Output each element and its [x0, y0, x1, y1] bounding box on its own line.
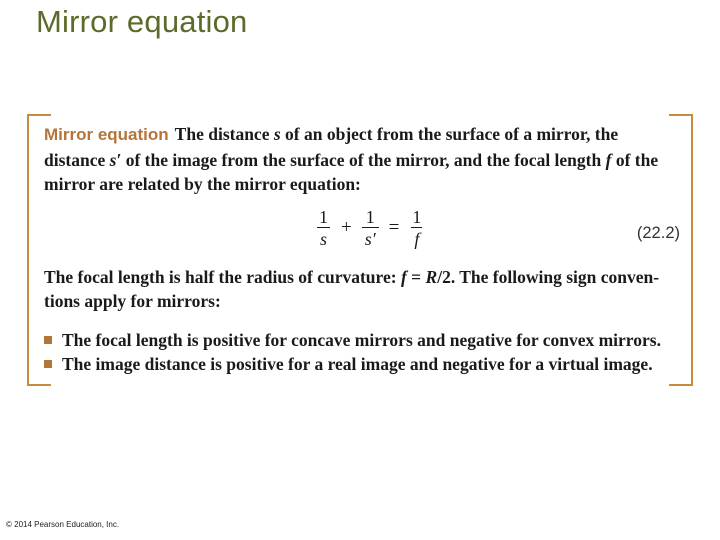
var-f: f	[400, 266, 407, 287]
var-s-prime: s′	[109, 149, 122, 170]
definition-box	[27, 114, 693, 384]
var-f: f	[605, 149, 612, 170]
list-item	[44, 352, 680, 377]
fraction-1-over-f	[409, 207, 424, 250]
text: of the image from the surface of the mirror, and the focal length	[121, 149, 606, 170]
denominator: s	[317, 227, 330, 250]
numerator: 1	[319, 206, 328, 227]
equals-sign: =	[388, 216, 400, 238]
box-content	[44, 122, 680, 377]
sign-conventions-list	[44, 328, 680, 377]
text: /2. The following sign conven-	[437, 266, 660, 287]
numerator: 1	[412, 206, 422, 227]
after-line-2: tions apply for mirrors:	[44, 291, 221, 311]
fraction-1-over-s-prime	[362, 207, 379, 250]
square-bullet-icon	[44, 336, 52, 344]
list-item	[44, 328, 680, 353]
slide-title: Mirror equation	[36, 4, 248, 39]
text: of an object from the surface of a mirror, the	[280, 124, 619, 144]
text: The distance	[174, 124, 274, 144]
plus-sign: +	[341, 216, 352, 238]
list-item-text: The image distance is positive for a real image and negative for a virtual image.	[62, 354, 653, 374]
fraction-1-over-s	[316, 207, 331, 250]
square-bullet-icon	[44, 360, 52, 368]
text: The focal length is half the radius of curvature:	[44, 266, 401, 287]
var-r: R	[425, 266, 438, 287]
intro-line-1	[44, 122, 680, 148]
text: distance	[44, 149, 110, 170]
numerator: 1	[365, 206, 375, 227]
equation-number: (22.2)	[636, 223, 680, 242]
list-item-text: The focal length is positive for concave mirrors and negative for convex mirrors.	[62, 329, 661, 350]
intro-line-3: mirror are related by the mirror equation:	[44, 174, 361, 194]
mirror-equation	[312, 207, 428, 250]
copyright-footer: © 2014 Pearson Education, Inc.	[6, 520, 120, 529]
intro-line-2	[44, 148, 680, 173]
denominator: s′	[362, 227, 379, 250]
denominator: f	[411, 227, 422, 250]
after-line-1	[44, 265, 680, 290]
text: =	[406, 266, 426, 287]
text: of the	[611, 149, 659, 170]
box-heading: Mirror equation	[44, 125, 169, 144]
var-s: s	[273, 124, 281, 144]
equation-row	[44, 207, 680, 265]
